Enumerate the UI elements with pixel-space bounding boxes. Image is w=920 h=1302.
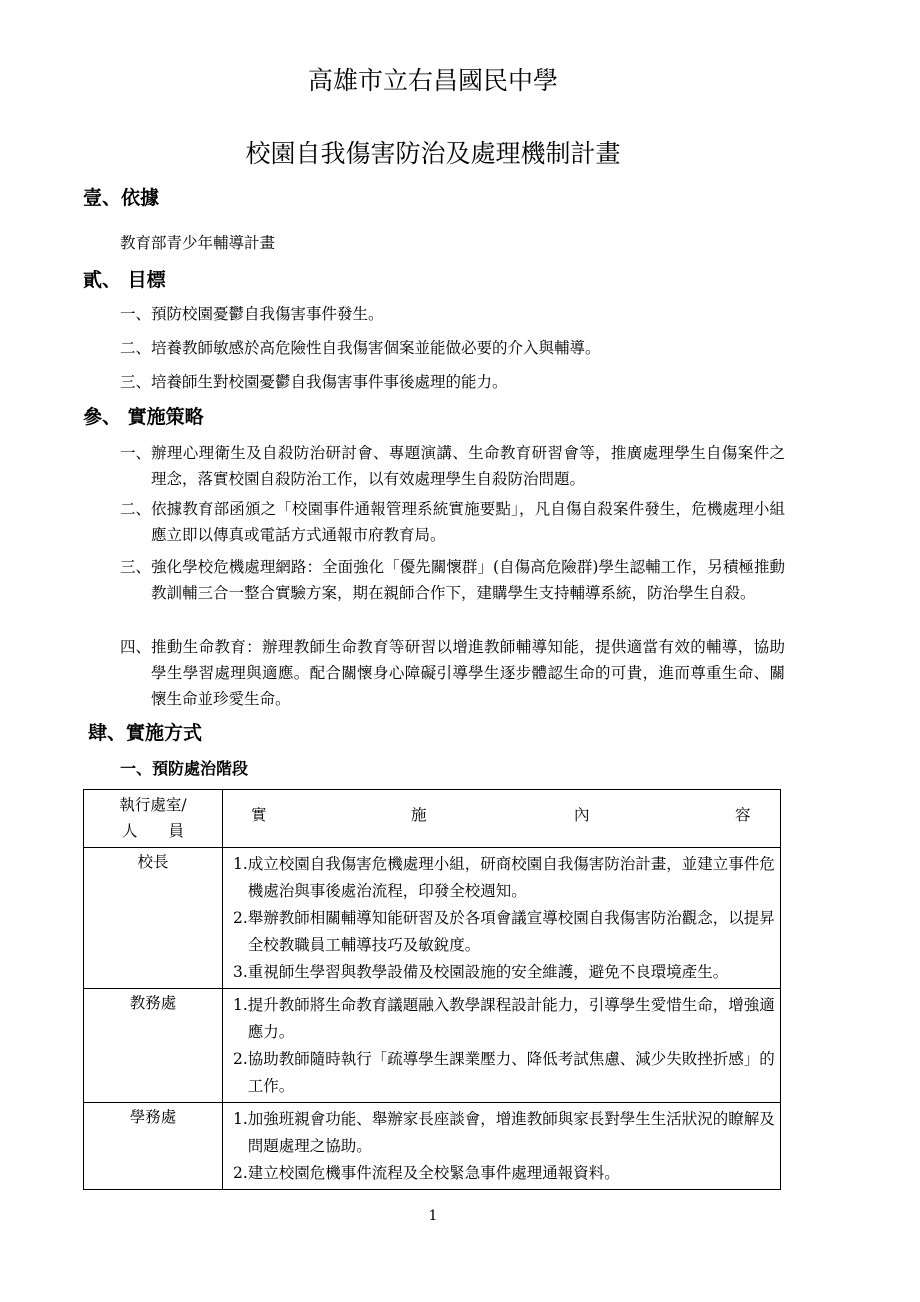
- content-item: [233, 1106, 776, 1160]
- strategy-item-text: 強化學校危機處理網路：全面強化「優先關懷群」(自傷高危險群)學生認輔工作，另積極推動教訓輔三合一整合實驗方案，期在親師合作下，建購學生支持輔導系統，防治學生自殺。: [151, 558, 785, 602]
- unit-cell: 教務處: [84, 989, 223, 1103]
- table-row: [84, 848, 781, 989]
- strategy-item: [120, 496, 785, 548]
- content-item-number: 1.: [233, 996, 248, 1014]
- content-item-text: 建立校園危機事件流程及全校緊急事件處理通報資料。: [247, 1164, 620, 1182]
- goal-item-text: 培養教師敏感於高危險性自我傷害個案並能做必要的介入與輔導。: [151, 339, 601, 357]
- strategy-item: [120, 440, 785, 492]
- table-row: [84, 1103, 781, 1190]
- content-item-text: 成立校園自我傷害危機處理小組，研商校園自我傷害防治計畫，並建立事件危機處治與事後處治流程，印發全校週知。: [247, 855, 775, 900]
- header-content-char: 實: [251, 806, 267, 824]
- unit-cell: 學務處: [84, 1103, 223, 1190]
- header-content-char: 內: [574, 806, 590, 824]
- strategy-item-number: 一、: [120, 444, 152, 462]
- section-4-subheading: 一、預防處治階段: [120, 759, 249, 778]
- unit-cell: 校長: [84, 848, 223, 989]
- content-item-number: 3.: [233, 963, 248, 981]
- section-1-text: 教育部青少年輔導計畫: [120, 234, 276, 252]
- content-item: [233, 851, 776, 905]
- content-item-number: 2.: [233, 909, 248, 927]
- section-1-heading: 壹、依據: [83, 187, 160, 209]
- goal-item-number: 一、: [120, 305, 152, 323]
- school-title: 高雄市立右昌國民中學: [307, 66, 558, 95]
- strategy-item-number: 四、: [120, 638, 152, 656]
- content-item-number: 1.: [233, 1110, 248, 1128]
- content-cell: [223, 989, 781, 1103]
- section-2-heading: 貳、 目標: [83, 269, 166, 291]
- strategy-item: [120, 634, 785, 712]
- table-header-row: [84, 790, 781, 848]
- section-4-heading: 肆、實施方式: [88, 722, 203, 744]
- content-item: [233, 959, 776, 986]
- content-cell: [223, 848, 781, 989]
- goal-item-text: 預防校園憂鬱自我傷害事件發生。: [151, 305, 384, 323]
- page-number: 1: [428, 1208, 438, 1224]
- header-content-cell: [223, 790, 781, 848]
- header-unit-line1: 執行處室/: [119, 796, 187, 814]
- content-item: [233, 1160, 776, 1187]
- content-item-text: 舉辦教師相關輔導知能研習及於各項會議宣導校園自我傷害防治觀念，以提昇全校教職員工輔導技巧及敏銳度。: [247, 909, 775, 954]
- goal-item: [120, 301, 785, 327]
- strategy-item-number: 二、: [120, 500, 152, 518]
- header-content-char: 容: [735, 806, 751, 824]
- content-item-text: 加強班親會功能、舉辦家長座談會，增進教師與家長對學生生活狀況的瞭解及問題處理之協助。: [247, 1110, 775, 1155]
- table-row: [84, 989, 781, 1103]
- content-item: [233, 1046, 776, 1100]
- content-cell: [223, 1103, 781, 1190]
- header-unit-line2: 人 員: [121, 822, 184, 840]
- goal-item-text: 培養師生對校園憂鬱自我傷害事件事後處理的能力。: [151, 373, 508, 391]
- content-item: [233, 992, 776, 1046]
- content-item: [233, 905, 776, 959]
- strategy-item-text: 推動生命教育：辦理教師生命教育等研習以增進教師輔導知能，提供適當有效的輔導，協助學生學習處理與適應。配合關懷身心障礙引導學生逐步體認生命的可貴，進而尊重生命、關懷生命並珍愛生命。: [151, 638, 785, 708]
- strategy-item: [120, 554, 785, 606]
- strategy-item-text: 辦理心理衛生及自殺防治研討會、專題演講、生命教育研習會等，推廣處理學生自傷案件之理念，落實校園自殺防治工作，以有效處理學生自殺防治問題。: [151, 444, 785, 488]
- section-3-heading: 參、 實施策略: [83, 406, 204, 428]
- goal-item-number: 二、: [120, 339, 152, 357]
- content-item-text: 提升教師將生命教育議題融入教學課程設計能力，引導學生愛惜生命，增強適應力。: [247, 996, 775, 1041]
- goal-item: [120, 369, 785, 395]
- content-item-text: 重視師生學習與教學設備及校園設施的安全維護，避免不良環境產生。: [247, 963, 729, 981]
- content-item-number: 2.: [233, 1164, 248, 1182]
- plan-title: 校園自我傷害防治及處理機制計畫: [245, 139, 621, 168]
- goal-item-number: 三、: [120, 373, 152, 391]
- content-item-number: 1.: [233, 855, 248, 873]
- content-item-text: 協助教師隨時執行「疏導學生課業壓力、降低考試焦慮、減少失敗挫折感」的工作。: [247, 1050, 775, 1095]
- header-unit-cell: [84, 790, 223, 848]
- header-content-char: 施: [411, 806, 427, 824]
- content-item-number: 2.: [233, 1050, 248, 1068]
- goal-item: [120, 335, 785, 361]
- strategy-item-number: 三、: [120, 558, 152, 576]
- prevention-table: [83, 789, 781, 1190]
- strategy-item-text: 依據教育部函頒之「校園事件通報管理系統實施要點」，凡自傷自殺案件發生，危機處理小組應立即以傳真或電話方式通報市府教育局。: [151, 500, 785, 544]
